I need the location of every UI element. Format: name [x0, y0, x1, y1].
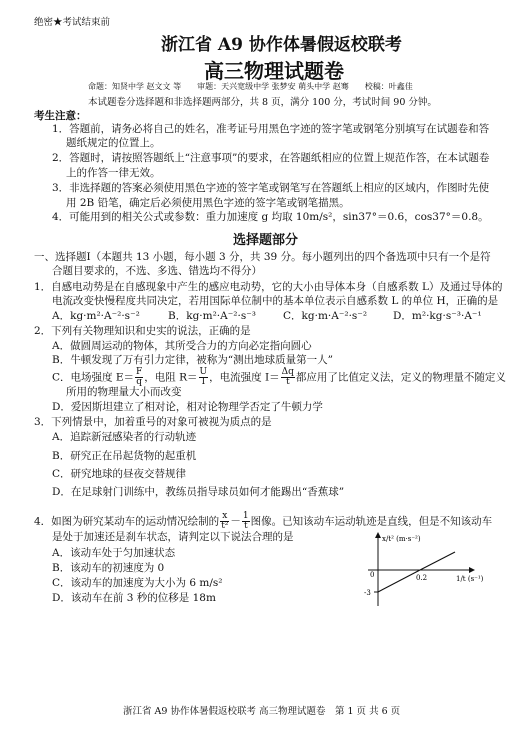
q1-option-a: A．kg·m²·A⁻²·s⁻²	[52, 310, 140, 322]
q1-stem: 电流改变快慢程度共同决定，若用国际单位制中的基本单位表示自感系数 L 的单位 H，正确的是	[52, 295, 499, 307]
q2-option-d: D．爱因斯坦建立了相对论，相对论物理学否定了牛顿力学	[52, 401, 323, 413]
q4-option-d: D．该动车在前 3 秒的位移是 18m	[52, 592, 216, 604]
q3-option-a: A．追踪新冠感染者的行动轨迹	[52, 431, 197, 443]
paper-title: 高三物理试题卷	[204, 59, 344, 83]
y-axis-label: x/t² (m·s⁻²)	[382, 535, 421, 543]
q3-stem: 3．下列情景中，加着重号的对象可被视为质点的是	[34, 416, 272, 428]
q2-option-b: B．牛顿发现了万有引力定律，被称为“测出地球质量第一人”	[52, 354, 333, 366]
notice-line: 2．答题时，请按照答题纸上“注意事项”的要求，在答题纸相应的位置上规范作答，在本试题卷	[52, 152, 490, 164]
x-axis-arrow	[469, 567, 475, 573]
q1-option-c: C．kg·m·A⁻²·s⁻²	[283, 310, 368, 322]
q1-stem: 1．自感电动势是在自感现象中产生的感应电动势，它的大小由导体本身（自感系数 L）及通过导体的	[34, 281, 503, 293]
notice-line: 上的作答一律无效。	[66, 167, 161, 179]
notice-line: 3．非选择题的答案必须使用黑色字迹的签字笔或钢笔写在答题纸上相应的区域内，作图时先使	[52, 182, 490, 194]
q3-option-d: D．在足球射门训练中，教练员指导球员如何才能踢出“香蕉球”	[52, 486, 345, 498]
fraction-1-t: $\frac{1}{t}$	[242, 511, 249, 531]
q4-option-a: A．该动车处于匀加速状态	[52, 547, 176, 559]
exam-info: 本试题卷分选择题和非选择题两部分，共 8 页，满分 100 分，考试时间 90 分钟。	[88, 97, 437, 108]
fraction-i: $\frac{\Delta q}{t}$	[281, 367, 294, 387]
x-tick-label: 0.2	[416, 574, 428, 582]
notice-heading: 考生注意：	[34, 110, 87, 122]
q1-option-b: B．kg·m²·A⁻²·s⁻³	[168, 310, 256, 322]
secret-label: 绝密★考试结束前	[34, 17, 111, 28]
q4-option-b: B．该动车的初速度为 0	[52, 562, 165, 574]
q2-stem: 2．下列有关物理知识和史实的说法，正确的是	[34, 325, 251, 337]
exam-title: 浙江省 A9 协作体暑假返校联考	[161, 35, 402, 55]
y-tick-label: -3	[364, 589, 371, 597]
part1-intro: 合题目要求的，不选、多选、错选均不得分）	[52, 265, 262, 277]
authors-line: 命题：知贤中学 赵文文 等 审题：天兴宽级中学 张梦安 萌头中学 赵骞 校稿：叶鑫佳	[88, 82, 413, 91]
q4-option-c: C．该动车的加速度为大小为 6 m/s²	[52, 577, 223, 589]
part1-intro: 一、选择题Ⅰ（本题共 13 小题，每小题 3 分，共 39 分。每小题列出的四个备选项中只有一个是符	[34, 251, 491, 263]
section-title: 选择题部分	[233, 233, 299, 248]
q3-option-c: C．研究地球的昼夜交替规律	[52, 468, 187, 480]
origin-label: 0	[370, 571, 375, 579]
page-footer: 浙江省 A9 协作体暑假返校联考 高三物理试题卷 第 1 页 共 6 页	[123, 706, 401, 717]
x-axis-label: 1/t (s⁻¹)	[456, 575, 484, 583]
fraction-e: $\frac{F}{q}$	[136, 367, 143, 387]
q3-option-b: B．研究正在吊起货物的起重机	[52, 450, 197, 462]
notice-line: 用 2B 铅笔，确定后必须使用黑色字迹的签字笔或钢笔描黑。	[66, 197, 350, 209]
notice-line: 4．可能用到的相关公式或参数：重力加速度 g 均取 10m/s²，sin37°＝0.6，cos37°＝0.8。	[52, 211, 489, 223]
q4-stem: 4．如图为研究某动车的运动情况绘制的 $\frac{x}{\text{t²}}$ － $\frac{1}{t}$ 图像。已知该动车运动轨迹是直线，但是不知该动车	[34, 511, 493, 531]
q4-stem-cont: 是处于加速还是刹车状态，请判定以下说法合理的是	[52, 531, 294, 543]
y-axis-arrow	[375, 532, 381, 538]
q2-c-text: C．电场强度 E＝	[52, 371, 135, 384]
notice-line: 1．答题前，请务必将自己的姓名，准考证号用黑色字迹的签字笔或钢笔分别填写在试题卷和答	[52, 123, 490, 135]
xt2-vs-1t-graph	[360, 530, 484, 610]
graph-line-ext	[420, 552, 455, 570]
notice-line: 题纸规定的位置上。	[66, 137, 161, 149]
q2-option-c: C．电场强度 E＝ $\frac{F}{q}$ ，电阻 R＝ $\frac{U}{I}$ ，电流强度 I＝ $\frac{\Delta q}{t}$ 都应用了比值定义法，定义的物理量不随定义	[52, 367, 506, 387]
q2-option-a: A．做圆周运动的物体，其所受合力的方向必定指向圆心	[52, 340, 312, 352]
q2-option-c-cont: 所用的物理量大小而改变	[66, 386, 182, 398]
fraction-x-t2: $\frac{x}{\text{t²}}$	[221, 511, 229, 531]
graph-line	[378, 570, 420, 592]
fraction-r: $\frac{U}{I}$	[199, 367, 208, 387]
q1-option-d: D．m²·kg·s⁻³·A⁻¹	[393, 310, 482, 322]
